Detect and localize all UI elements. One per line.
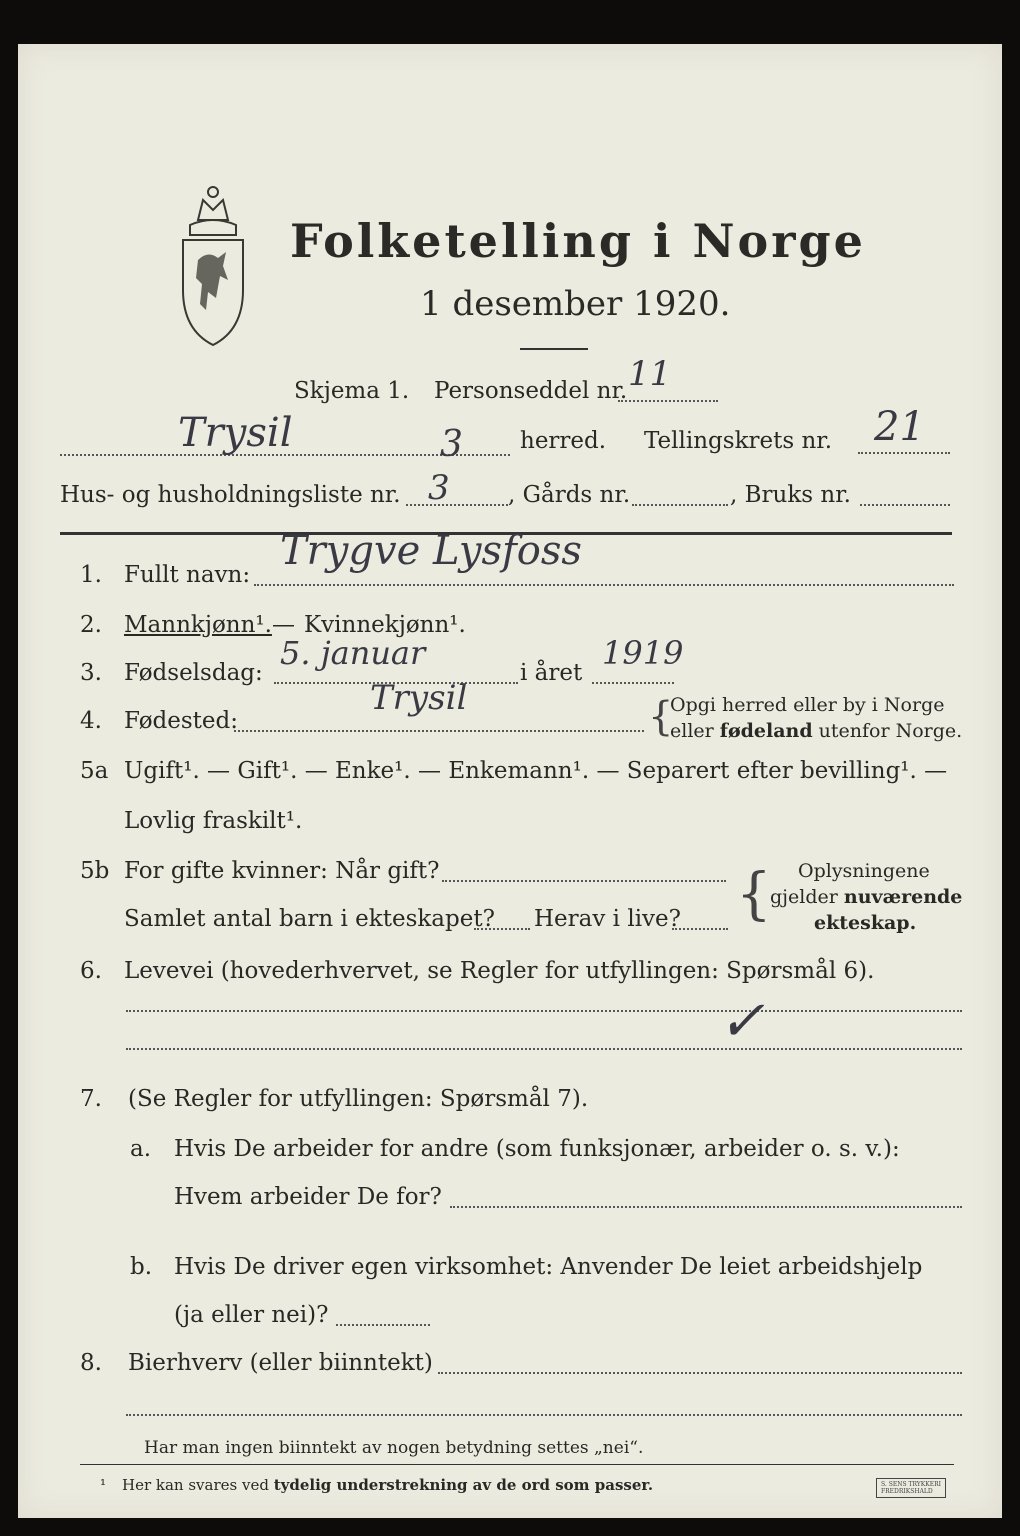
q7-number: 7. (80, 1086, 102, 1112)
personseddel-value[interactable]: 11 (628, 354, 672, 394)
q2-male-option[interactable]: Mannkjønn¹. (124, 612, 272, 638)
q4-brace: { (648, 694, 674, 740)
q3-number: 3. (80, 660, 102, 686)
q3-label: Fødselsdag: (124, 660, 263, 686)
q5b-note-line2: gjelder nuværende (770, 886, 963, 908)
q5b-children-label: Samlet antal barn i ekteskapet? (124, 906, 495, 932)
page-title: Folketelling i Norge (290, 214, 866, 268)
q6-number: 6. (80, 958, 102, 984)
q6-label: Levevei (hovederhvervet, se Regler for utfyllingen: Spørsmål 6). (124, 958, 875, 984)
q3-birth-date[interactable]: 5. januar (280, 634, 426, 672)
tellingskrets-label: Tellingskrets nr. (644, 428, 833, 454)
census-form-page (18, 44, 1002, 1518)
q5a-options[interactable]: Ugift¹. — Gift¹. — Enke¹. — Enkemann¹. — Separert efter bevilling¹. — (124, 758, 948, 784)
q4-field-line (234, 730, 644, 732)
q8-label: Bierhverv (eller biinntekt) (128, 1350, 433, 1376)
footnote-text: Her kan svares ved tydelig understrekning av de ord som passer. (122, 1476, 654, 1494)
q4-note-line1: Opgi herred eller by i Norge (670, 694, 945, 716)
footnote-marker: ¹ (100, 1476, 107, 1494)
q3-birth-year[interactable]: 1919 (602, 634, 684, 672)
q4-label: Fødested: (124, 708, 239, 734)
bruks-field-line (860, 504, 950, 506)
q7b-field-line[interactable] (336, 1324, 430, 1326)
q4-note-line2: eller fødeland utenfor Norge. (670, 720, 963, 742)
hus-value[interactable]: 3 (428, 468, 450, 508)
q8-number: 8. (80, 1350, 102, 1376)
q4-birthplace[interactable]: Trysil (370, 678, 468, 718)
q5b-children-field-line (474, 928, 530, 930)
hus-field-line (406, 504, 508, 506)
q7a-number: a. (130, 1136, 152, 1162)
q5b-alive-field-line (672, 928, 728, 930)
bruks-label: , Bruks nr. (730, 482, 851, 508)
hus-label: Hus- og husholdningsliste nr. (60, 482, 401, 508)
q5b-note-line1: Oplysningene (798, 860, 930, 882)
herred-value[interactable]: Trysil (178, 410, 293, 456)
herred-label: herred. (520, 428, 607, 454)
gards-field-line (632, 504, 728, 506)
q5b-married-field-line (442, 880, 726, 882)
personseddel-field-line (618, 400, 718, 402)
q5a-options-line2[interactable]: Lovlig fraskilt¹. (124, 808, 303, 834)
tellingskrets-value[interactable]: 21 (874, 404, 925, 450)
q7b-number: b. (130, 1254, 153, 1280)
q7-label: (Se Regler for utfyllingen: Spørsmål 7). (128, 1086, 589, 1112)
q1-field-line (254, 584, 954, 586)
q3-year-label: i året (520, 660, 583, 686)
gards-label: , Gårds nr. (508, 482, 631, 508)
skjema-label: Skjema 1. (294, 378, 410, 404)
census-date: 1 desember 1920. (420, 284, 731, 324)
q5b-number: 5b (80, 858, 110, 884)
q1-label: Fullt navn: (124, 562, 251, 588)
q8-note: Har man ingen biinntekt av nogen betydning settes „nei“. (144, 1438, 644, 1458)
coat-of-arms-icon (168, 180, 258, 350)
q7a-question: Hvem arbeider De for? (174, 1184, 442, 1210)
q1-full-name[interactable]: Trygve Lysfoss (280, 528, 582, 574)
q8-field-line2[interactable] (126, 1414, 962, 1416)
q5b-note-line3: ekteskap. (814, 912, 917, 934)
q6-occupation-mark[interactable]: ✓ (718, 989, 765, 1054)
q5b-brace: { (736, 862, 772, 927)
q8-field-line1[interactable] (438, 1372, 962, 1374)
tellingskrets-field-line (858, 452, 950, 454)
personseddel-label: Personseddel nr. (434, 378, 628, 404)
herred-mark: 3 (440, 424, 463, 465)
q4-number: 4. (80, 708, 102, 734)
q5b-alive-label: Herav i live? (534, 906, 681, 932)
q7a-field-line[interactable] (450, 1206, 962, 1208)
title-divider (520, 348, 588, 350)
q5a-number: 5a (80, 758, 109, 784)
q1-number: 1. (80, 562, 102, 588)
footnote-divider (80, 1464, 954, 1465)
q7a-text: Hvis De arbeider for andre (som funksjonær, arbeider o. s. v.): (174, 1136, 900, 1162)
q7b-question: (ja eller nei)? (174, 1302, 329, 1328)
q6-field-line2 (126, 1048, 962, 1050)
q2-number: 2. (80, 612, 102, 638)
q2-female-option[interactable]: Kvinnekjønn¹. (304, 612, 466, 638)
q5b-married-label: For gifte kvinner: Når gift? (124, 858, 440, 884)
q2-separator: — (272, 612, 295, 638)
q7b-text: Hvis De driver egen virksomhet: Anvender De leiet arbeidshjelp (174, 1254, 923, 1280)
q3-year-field-line (592, 682, 674, 684)
printer-stamp: S. SENS TRYKKERI FREDRIKSHALD (876, 1478, 946, 1498)
q6-field-line1 (126, 1010, 962, 1012)
